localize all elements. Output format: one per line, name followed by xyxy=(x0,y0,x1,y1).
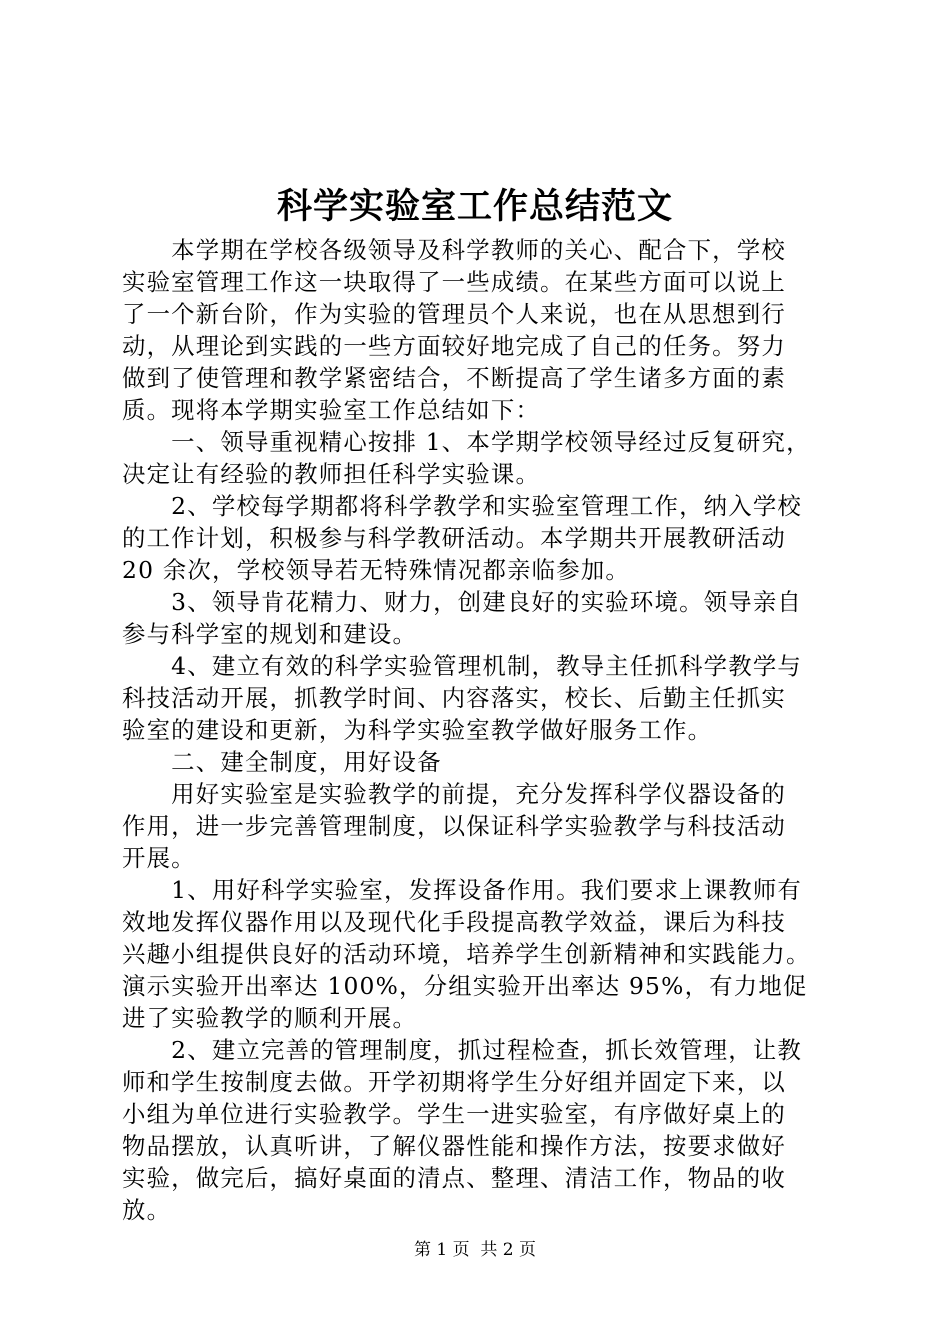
body-line: 效地发挥仪器作用以及现代化手段提高教学效益，课后为科技 xyxy=(122,908,786,936)
body-line: 4、建立有效的科学实验管理机制，教导主任抓科学教学与 xyxy=(122,652,803,680)
body-line: 做到了使管理和教学紧密结合，不断提高了学生诸多方面的素 xyxy=(122,364,786,392)
body-line: 了一个新台阶，作为实验的管理员个人来说，也在从思想到行 xyxy=(122,300,786,328)
body-line: 演示实验开出率达 100%，分组实验开出率达 95%，有力地促 xyxy=(122,972,808,1000)
body-line: 一、领导重视精心按排 1、本学期学校领导经过反复研究， xyxy=(122,428,811,456)
body-line: 决定让有经验的教师担任科学实验课。 xyxy=(122,460,541,488)
body-line: 师和学生按制度去做。开学初期将学生分好组并固定下来，以 xyxy=(122,1068,786,1096)
body-line: 的工作计划，积极参与科学教研活动。本学期共开展教研活动 xyxy=(122,524,786,552)
body-line: 进了实验教学的顺利开展。 xyxy=(122,1004,418,1032)
body-line: 2、建立完善的管理制度，抓过程检查，抓长效管理，让教 xyxy=(122,1036,803,1064)
body-line: 开展。 xyxy=(122,844,196,872)
body-line: 科技活动开展，抓教学时间、内容落实，校长、后勤主任抓实 xyxy=(122,684,786,712)
body-line: 20 余次，学校领导若无特殊情况都亲临参加。 xyxy=(122,556,631,584)
body-line: 小组为单位进行实验教学。学生一进实验室，有序做好桌上的 xyxy=(122,1100,786,1128)
body-line: 质。现将本学期实验室工作总结如下： xyxy=(122,396,541,424)
page-footer xyxy=(0,1238,950,1262)
page-number-label: 第 1 页 共 2 页 xyxy=(413,1240,537,1260)
body-line: 放。 xyxy=(122,1196,172,1224)
body-line: 1、用好科学实验室，发挥设备作用。我们要求上课教师有 xyxy=(122,876,803,904)
body-line: 物品摆放，认真听讲，了解仪器性能和操作方法，按要求做好 xyxy=(122,1132,786,1160)
body-line: 二、建全制度，用好设备 xyxy=(122,748,442,776)
document-body xyxy=(122,234,834,1226)
body-line: 本学期在学校各级领导及科学教师的关心、配合下，学校 xyxy=(122,236,786,264)
body-line: 参与科学室的规划和建设。 xyxy=(122,620,418,648)
body-line: 用好实验室是实验教学的前提，充分发挥科学仪器设备的 xyxy=(122,780,786,808)
body-line: 动，从理论到实践的一些方面较好地完成了自己的任务。努力 xyxy=(122,332,786,360)
body-line: 作用，进一步完善管理制度，以保证科学实验教学与科技活动 xyxy=(122,812,786,840)
body-line: 实验室管理工作这一块取得了一些成绩。在某些方面可以说上 xyxy=(122,268,786,296)
body-line: 兴趣小组提供良好的活动环境，培养学生创新精神和实践能力。 xyxy=(122,940,811,968)
document-title: 科学实验室工作总结范文 xyxy=(276,186,673,227)
body-line: 验室的建设和更新，为科学实验室教学做好服务工作。 xyxy=(122,716,713,744)
body-line: 3、领导肯花精力、财力，创建良好的实验环境。领导亲自 xyxy=(122,588,803,616)
body-line: 实验，做完后，搞好桌面的清点、整理、清洁工作，物品的收 xyxy=(122,1164,786,1192)
body-line: 2、学校每学期都将科学教学和实验室管理工作，纳入学校 xyxy=(122,492,803,520)
